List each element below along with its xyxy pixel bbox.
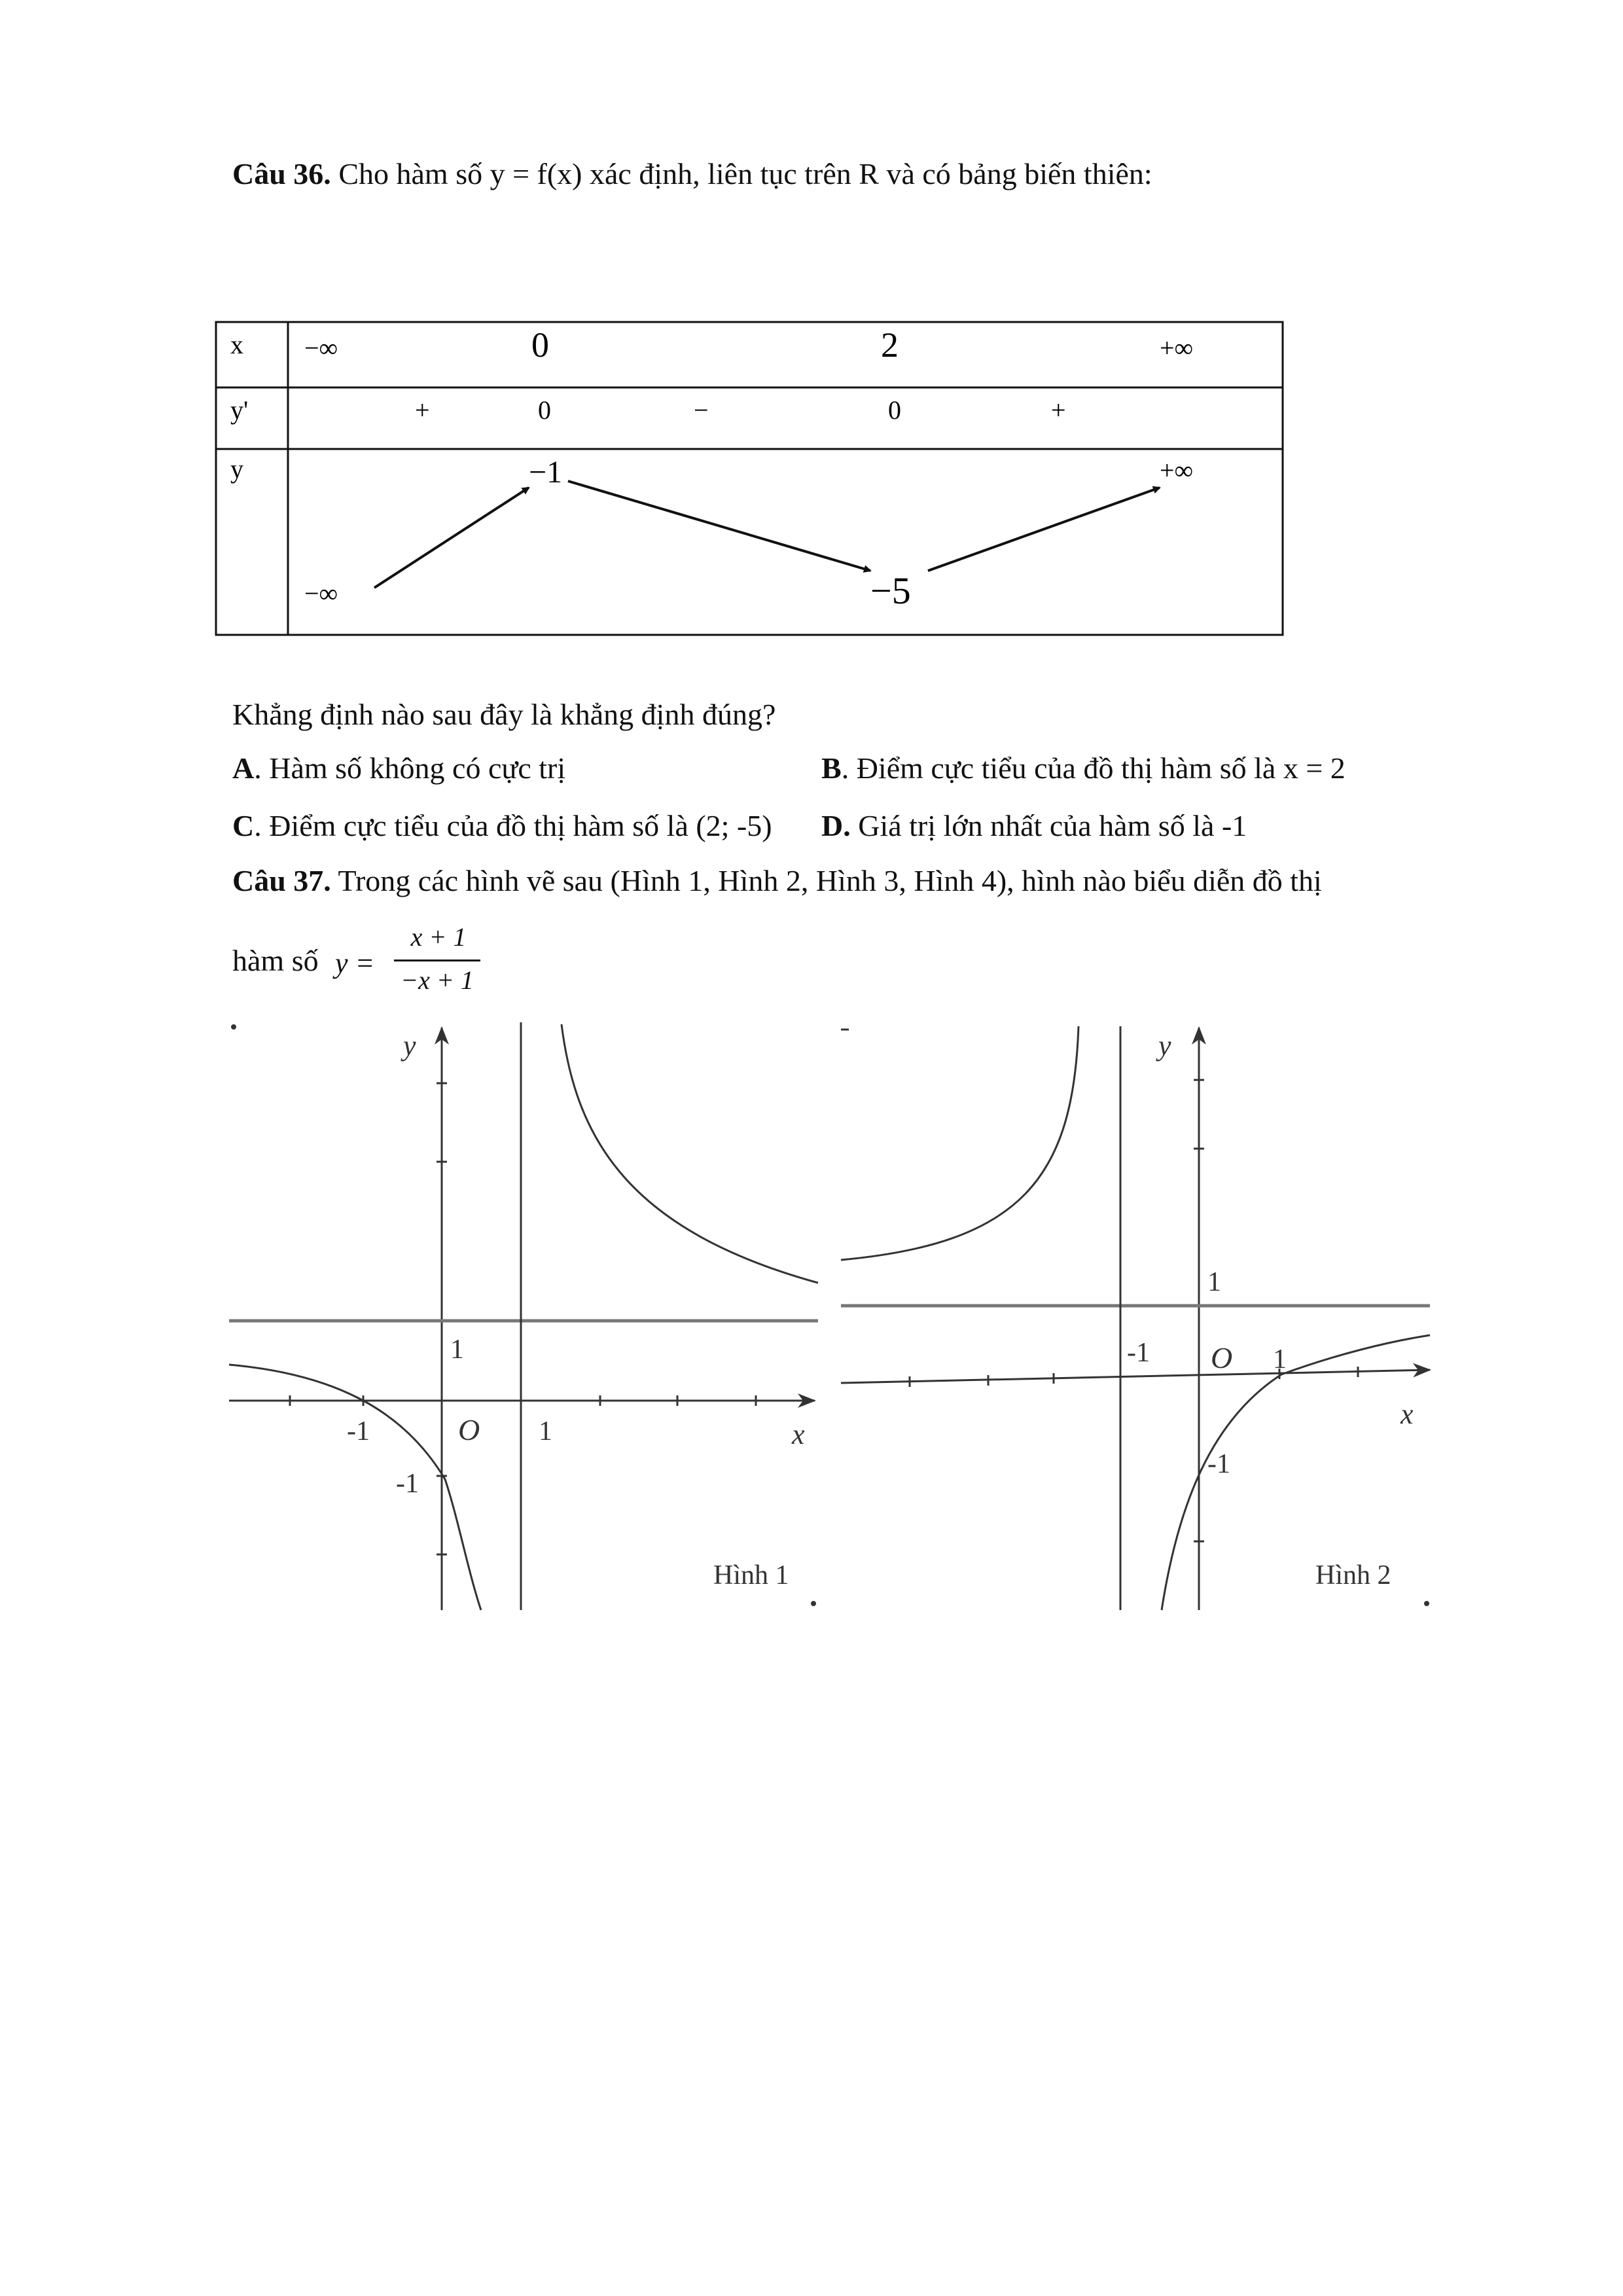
graph2-y-label: y	[1158, 1030, 1171, 1062]
graph2-x-label: x	[1400, 1398, 1414, 1430]
formula-numerator: x + 1	[410, 922, 467, 952]
graph2-curve-upper	[841, 1026, 1079, 1260]
formula-lhs: y =	[335, 947, 375, 979]
q37-number: Câu 37.	[232, 864, 331, 897]
q37-text: Trong các hình vẽ sau (Hình 1, Hình 2, Hình 3, Hình 4), hình nào biểu diễn đồ thị	[330, 864, 1322, 897]
graph2-label-one-y: 1	[1207, 1267, 1221, 1297]
graph1-caption: Hình 1	[713, 1560, 789, 1590]
graph2-x-axis	[841, 1370, 1430, 1383]
q36-text: Cho hàm số y = f(x) xác định, liên tục trên R và có bảng biến thiên:	[330, 157, 1152, 190]
y-val-max: −1	[529, 455, 563, 490]
row-label-y: y	[230, 454, 243, 484]
graph1-label-one-x: 1	[539, 1416, 552, 1446]
option-d-letter: D.	[821, 809, 851, 842]
y-val-neg-inf: −∞	[304, 579, 338, 608]
yp-sign-2: −	[694, 395, 709, 425]
option-b-letter: B	[821, 751, 842, 785]
graph2-origin: O	[1211, 1341, 1233, 1374]
yp-sign-3: +	[1051, 395, 1066, 425]
option-b-text: . Điểm cực tiểu của đồ thị hàm số là x = 2	[841, 751, 1346, 785]
x-val-2: 2	[881, 325, 899, 365]
option-a-letter: A	[232, 751, 255, 785]
row-label-yprime: y'	[230, 395, 249, 425]
x-val-pos-inf: +∞	[1160, 333, 1194, 363]
y-val-pos-inf: +∞	[1160, 456, 1194, 485]
graph1-label-one-y: 1	[450, 1335, 464, 1365]
y-val-min: −5	[870, 569, 911, 612]
yp-zero-2: 0	[888, 395, 901, 425]
option-c-letter: C	[232, 809, 255, 842]
graph2-label-minus-one-x: -1	[1127, 1338, 1150, 1368]
graph2-label-minus-one-y: -1	[1207, 1449, 1230, 1479]
option-d-text: Giá trị lớn nhất của hàm số là -1	[850, 809, 1247, 842]
graph1-y-label: y	[403, 1030, 416, 1062]
graph1-label-minus-one-y: -1	[396, 1469, 419, 1499]
option-c-text: . Điểm cực tiểu của đồ thị hàm số là (2; -5)	[254, 809, 772, 842]
graph1-origin: O	[458, 1413, 480, 1446]
yp-zero-1: 0	[538, 395, 551, 425]
graph2-label-one-x: 1	[1273, 1344, 1287, 1374]
yp-sign-1: +	[415, 395, 430, 425]
graph2-caption: Hình 2	[1315, 1560, 1391, 1590]
q37-line2: hàm số	[232, 944, 319, 977]
q36-prompt: Khẳng định nào sau đây là khẳng định đúng?	[232, 698, 776, 731]
row-label-x: x	[230, 330, 243, 359]
graph2-dot	[1424, 1601, 1429, 1606]
q36-number: Câu 36.	[232, 157, 331, 190]
graph1-label-minus-one-x: -1	[347, 1416, 370, 1446]
formula-denominator: −x + 1	[401, 965, 474, 995]
x-val-0: 0	[531, 325, 549, 365]
graph1-x-label: x	[792, 1418, 805, 1450]
x-val-neg-inf: −∞	[304, 333, 338, 363]
option-a-text: . Hàm số không có cực trị	[254, 751, 566, 785]
